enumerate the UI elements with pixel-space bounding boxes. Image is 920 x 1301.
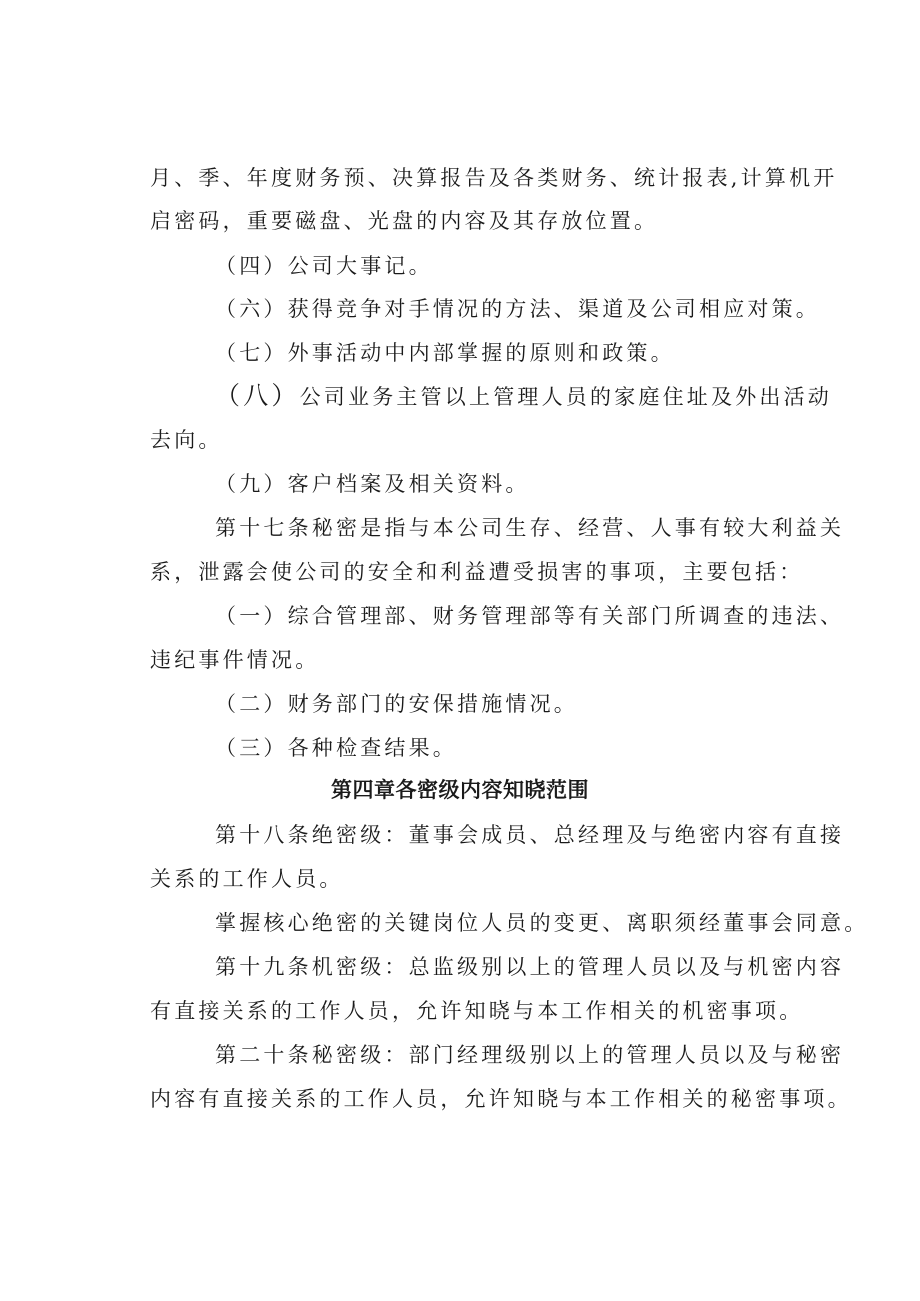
paragraph-line-1: 月、季、年度财务预、决算报告及各类财务、统计报表,计算机开 xyxy=(150,166,838,190)
article-20-line-2: 内容有直接关系的工作人员，允许知晓与本工作相关的秘密事项。 xyxy=(150,1087,852,1111)
list-item-eight-text: 公司业务主管以上管理人员的家庭住址及外出活动 xyxy=(299,385,833,409)
paragraph-line-2: 启密码，重要磁盘、光盘的内容及其存放位置。 xyxy=(150,209,659,233)
article-17-line-1: 第十七条秘密是指与本公司生存、经营、人事有较大利益关 xyxy=(215,516,845,540)
list-item-seven: （七）外事活动中内部掌握的原则和政策。 xyxy=(215,341,675,365)
list-item-eight-marker: （八） xyxy=(215,381,300,410)
list-item-four: （四）公司大事记。 xyxy=(215,254,433,278)
core-secret-rule: 掌握核心绝密的关键岗位人员的变更、离职须经董事会同意。 xyxy=(215,911,869,935)
secret-item-three: （三）各种检查结果。 xyxy=(215,736,457,760)
list-item-eight xyxy=(215,381,832,411)
article-19-line-1: 第十九条机密级：总监级别以上的管理人员以及与机密内容 xyxy=(215,955,845,979)
article-17-line-2: 系，泄露会使公司的安全和利益遭受损害的事项，主要包括： xyxy=(150,560,804,584)
list-item-nine: （九）客户档案及相关资料。 xyxy=(215,472,530,496)
secret-item-two: （二）财务部门的安保措施情况。 xyxy=(215,692,578,716)
list-item-eight-continuation: 去向。 xyxy=(150,428,223,452)
article-18-line-2: 关系的工作人员。 xyxy=(150,867,344,891)
article-18-line-1: 第十八条绝密级：董事会成员、总经理及与绝密内容有直接 xyxy=(215,823,845,847)
article-19-line-2: 有直接关系的工作人员，允许知晓与本工作相关的机密事项。 xyxy=(150,999,804,1023)
chapter-heading: 第四章各密级内容知晓范围 xyxy=(331,778,589,802)
list-item-six: （六）获得竞争对手情况的方法、渠道及公司相应对策。 xyxy=(215,297,820,321)
secret-item-one-line-2: 违纪事件情况。 xyxy=(150,648,320,672)
secret-item-one-line-1: （一）综合管理部、财务管理部等有关部门所调查的违法、 xyxy=(215,604,845,628)
article-20-line-1: 第二十条秘密级：部门经理级别以上的管理人员以及与秘密 xyxy=(215,1043,845,1067)
